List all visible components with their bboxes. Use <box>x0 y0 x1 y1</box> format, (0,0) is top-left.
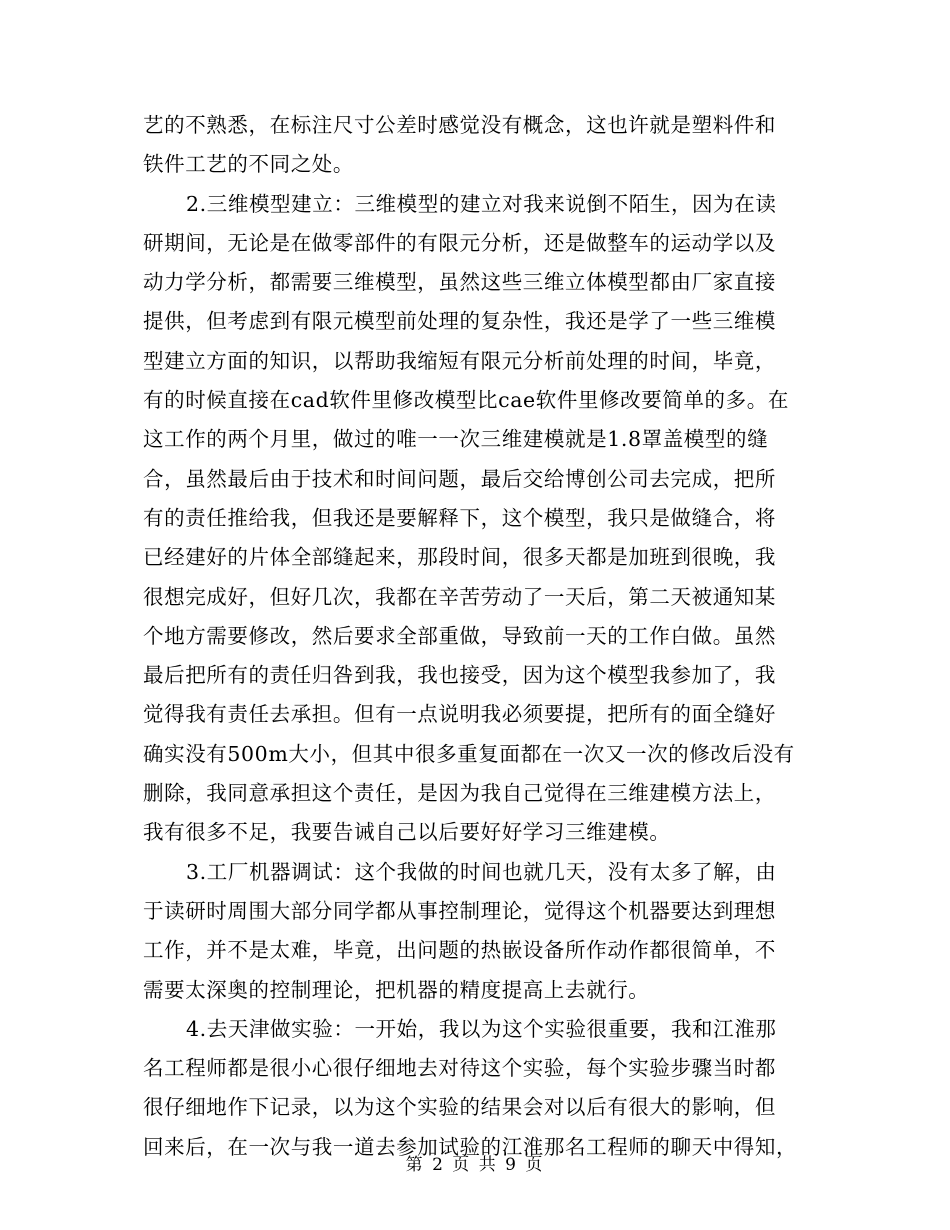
text-line: 删除，我同意承担这个责任，是因为我自己觉得在三维建模方法上， <box>143 781 776 806</box>
text-line: 最后把所有的责任归咎到我，我也接受，因为这个模型我参加了，我 <box>143 663 776 688</box>
text-line: 名工程师都是很小心很仔细地去对待这个实验，每个实验步骤当时都 <box>143 1056 776 1081</box>
text-line: 型建立方面的知识，以帮助我缩短有限元分析前处理的时间，毕竟， <box>143 348 776 373</box>
text-line: 这工作的两个月里，做过的唯一一次三维建模就是1.8罩盖模型的缝 <box>143 427 769 452</box>
text-line: 艺的不熟悉，在标注尺寸公差时感觉没有概念，这也许就是塑料件和 <box>143 113 776 137</box>
text-line: 很仔细地作下记录，以为这个实验的结果会对以后有很大的影响，但 <box>143 1095 776 1120</box>
text-line: 合，虽然最后由于技术和时间问题，最后交给博创公司去完成，把所 <box>143 466 776 491</box>
text-line: 铁件工艺的不同之处。 <box>143 152 354 177</box>
text-line: 我有很多不足，我要告诫自己以后要好好学习三维建模。 <box>143 820 671 845</box>
text-line: 动力学分析，都需要三维模型，虽然这些三维立体模型都由厂家直接 <box>143 270 776 295</box>
text-line: 需要太深奥的控制理论，把机器的精度提高上去就行。 <box>143 977 650 1002</box>
paragraph-start-line: 3.工厂机器调试：这个我做的时间也就几天，没有太多了解，由 <box>186 859 777 884</box>
document-body <box>143 106 813 1167</box>
text-line: 有的责任推给我，但我还是要解释下，这个模型，我只是做缝合，将 <box>143 505 776 530</box>
page-number-footer: 第 2 页 共 9 页 <box>405 1155 545 1175</box>
text-line: 有的时候直接在cad软件里修改模型比cae软件里修改要简单的多。在 <box>143 388 789 413</box>
paragraph-start-line: 2.三维模型建立：三维模型的建立对我来说倒不陌生，因为在读 <box>186 191 777 216</box>
text-line: 很想完成好，但好几次，我都在辛苦劳动了一天后，第二天被通知某 <box>143 584 776 609</box>
text-line: 于读研时周围大部分同学都从事控制理论，觉得这个机器要达到理想 <box>143 898 776 923</box>
text-line: 回来后，在一次与我一道去参加试验的江淮那名工程师的聊天中得知， <box>143 1134 798 1159</box>
paragraph-start-line: 4.去天津做实验：一开始，我以为这个实验很重要，我和江淮那 <box>186 1016 777 1041</box>
text-line: 确实没有500m大小，但其中很多重复面都在一次又一次的修改后没有 <box>143 741 795 766</box>
text-line: 觉得我有责任去承担。但有一点说明我必须要提，把所有的面全缝好 <box>143 702 776 727</box>
text-line: 研期间，无论是在做零部件的有限元分析，还是做整车的运动学以及 <box>143 230 776 255</box>
text-line: 提供，但考虑到有限元模型前处理的复杂性，我还是学了一些三维模 <box>143 309 776 334</box>
text-line: 已经建好的片体全部缝起来，那段时间，很多天都是加班到很晚，我 <box>143 545 776 570</box>
text-line: 工作，并不是太难，毕竟，出问题的热嵌设备所作动作都很简单，不 <box>143 938 776 963</box>
text-line: 个地方需要修改，然后要求全部重做，导致前一天的工作白做。虽然 <box>143 623 776 648</box>
